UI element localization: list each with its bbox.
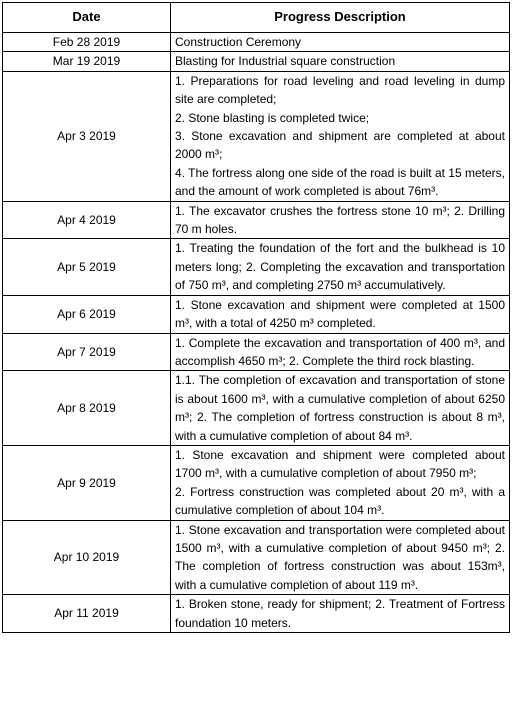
table-row <box>3 71 510 201</box>
row-description <box>171 33 510 52</box>
row-description <box>171 371 510 446</box>
table-row <box>3 201 510 239</box>
row-date: Apr 9 2019 <box>3 445 171 520</box>
description-line: Blasting for Industrial square construction <box>175 54 396 69</box>
row-description <box>171 295 510 333</box>
row-date: Apr 7 2019 <box>3 333 171 371</box>
row-date: Apr 4 2019 <box>3 201 171 239</box>
row-date: Apr 11 2019 <box>3 595 171 633</box>
row-description <box>171 333 510 371</box>
table-row <box>3 371 510 446</box>
row-date: Apr 10 2019 <box>3 520 171 595</box>
description-line: 2. Stone blasting is completed twice; <box>175 110 370 125</box>
row-date: Apr 3 2019 <box>3 71 171 201</box>
row-description <box>171 239 510 295</box>
row-description <box>171 595 510 633</box>
description-line: 2. Fortress construction was completed about 20 m³, with a cumulative completion of about 104 m³. <box>175 484 505 518</box>
row-date: Feb 28 2019 <box>3 33 171 52</box>
description-line: 1. Stone excavation and shipment were completed at 1500 m³, with a total of 4250 m³ completed. <box>175 297 505 331</box>
progress-table <box>2 2 510 633</box>
row-date: Mar 19 2019 <box>3 52 171 71</box>
table-row <box>3 295 510 333</box>
description-line: 1. Stone excavation and transportation were completed about 1500 m³, with a cumulative completion of about 9450 m³; 2. The completion of fortress construction was about 153m³, with a cumulative completion of about 119 m³. <box>175 522 505 592</box>
row-description <box>171 52 510 71</box>
table-body <box>3 33 510 633</box>
row-description <box>171 71 510 201</box>
row-date: Apr 5 2019 <box>3 239 171 295</box>
description-line: 1. Treating the foundation of the fort and the bulkhead is 10 meters long; 2. Completing the excavation and transportation of 750 m³, and completing 2750 m³ accumulatively. <box>175 241 505 293</box>
description-line: Construction Ceremony <box>175 35 302 49</box>
row-description <box>171 445 510 520</box>
row-date: Apr 8 2019 <box>3 371 171 446</box>
description-line: 1. Stone excavation and shipment were completed about 1700 m³, with a cumulative completion of about 7950 m³; <box>175 447 505 481</box>
description-line: 3. Stone excavation and shipment are completed at about 2000 m³; <box>175 129 505 162</box>
row-date: Apr 6 2019 <box>3 295 171 333</box>
description-line: 1.1. The completion of excavation and transportation of stone is about 1600 m³, with a cumulative completion of about 6250 m³; 2. The completion of fortress construction is about 8 m³, with a cumulative completion of about 84 m³. <box>175 373 505 443</box>
table-header-row <box>3 3 510 33</box>
description-line: 1. The excavator crushes the fortress stone 10 m³; 2. Drilling 70 m holes. <box>175 203 505 237</box>
date-column-header: Date <box>3 3 171 33</box>
description-line: 1. Complete the excavation and transportation of 400 m³, and accomplish 4650 m³; 2. Complete the third rock blasting. <box>175 335 505 368</box>
description-line: 1. Broken stone, ready for shipment; 2. Treatment of Fortress foundation 10 meters. <box>175 597 505 630</box>
table-row <box>3 333 510 371</box>
table-row <box>3 595 510 633</box>
table-row <box>3 445 510 520</box>
table-row <box>3 239 510 295</box>
table-row <box>3 33 510 52</box>
description-line: 1. Preparations for road leveling and road leveling in dump site are completed; <box>175 73 505 107</box>
row-description <box>171 520 510 595</box>
table-row <box>3 52 510 71</box>
table-row <box>3 520 510 595</box>
description-line: 4. The fortress along one side of the road is built at 15 meters, and the amount of work completed is about 76m³. <box>175 165 505 199</box>
description-column-header: Progress Description <box>171 3 510 33</box>
row-description <box>171 201 510 239</box>
